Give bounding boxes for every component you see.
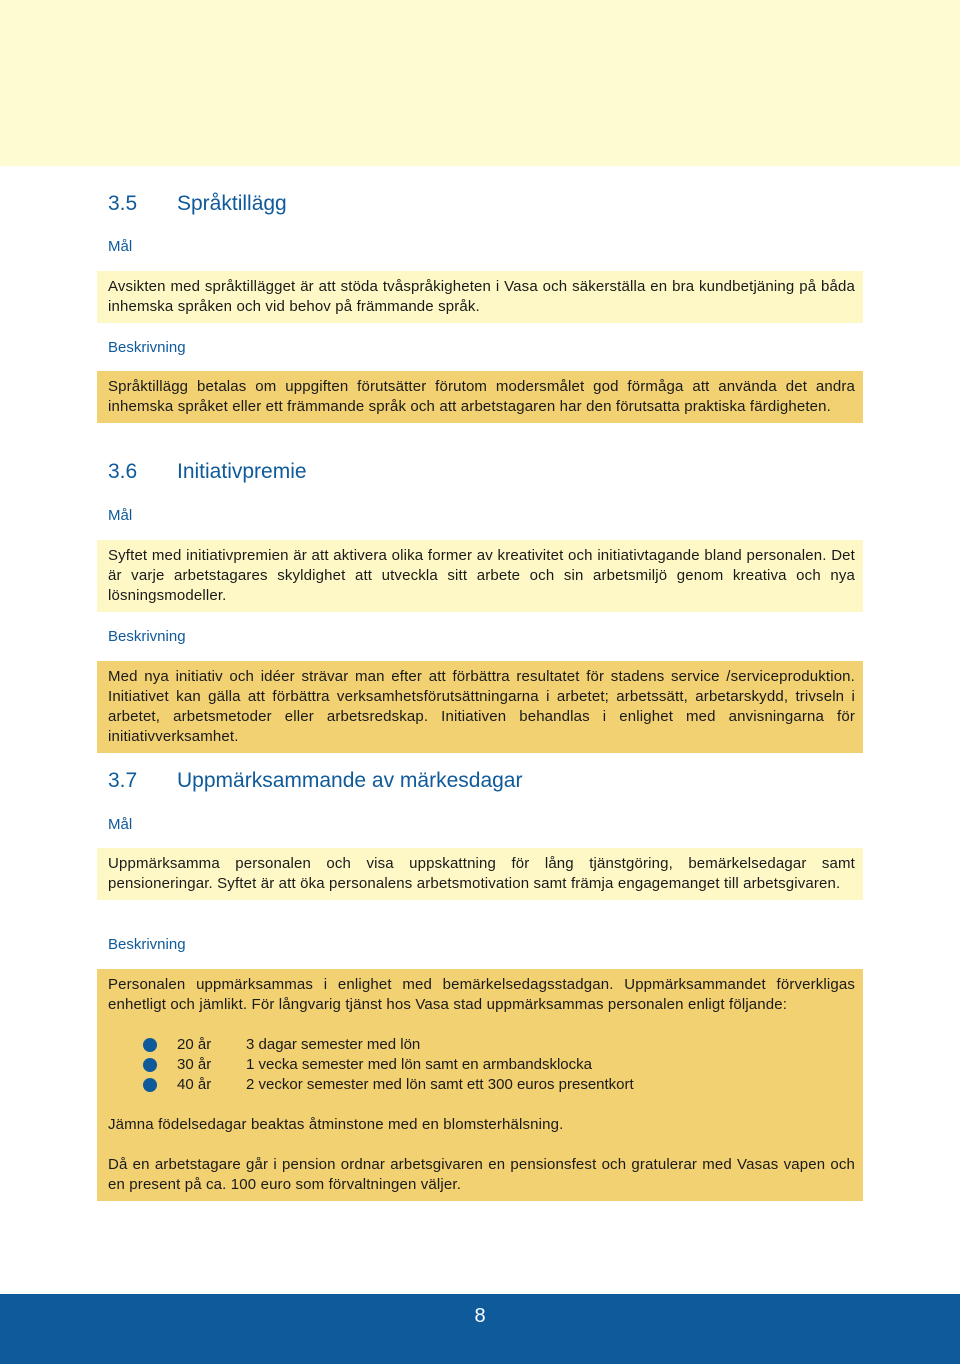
goal-label: Mål [108, 238, 133, 255]
reward-years: 20 år [177, 1036, 212, 1053]
reward-years: 30 år [177, 1056, 212, 1073]
page-number: 8 [474, 1305, 486, 1327]
description-text: Språktillägg betalas om uppgiften förutsätter förutom modersmålet god förmåga att använda det andra inhemska språket eller ett främmande språk och att arbetstagaren har den förutsatta praktiska färdigheten. [108, 378, 855, 415]
reward-years: 40 år [177, 1076, 212, 1093]
description-label: Beskrivning [108, 628, 186, 645]
description-text: Med nya initiativ och idéer strävar man efter att förbättra resultatet för stadens service /serviceproduktion. Initiativet kan gälla att förbättra verksamhetsförutsättningarna i arbetet; arbetssätt, arbetarskydd, trivseln i arbetet, arbetsmetoder eller arbetsredskap. Initiativen behandlas i enlighet med anvisningarna för initiativverksamhet. [108, 668, 855, 745]
section-number: 3.7 [108, 769, 138, 792]
rewards-list [108, 1035, 855, 1095]
goal-label: Mål [108, 507, 133, 524]
section-number: 3.6 [108, 460, 138, 483]
section-heading-3-6 [108, 459, 307, 485]
description-para: Jämna födelsedagar beaktas åtminstone med en blomsterhälsning. [108, 1116, 564, 1133]
list-item [108, 1075, 855, 1095]
description-box [97, 661, 863, 753]
section-number: 3.5 [108, 192, 138, 215]
reward-text: 2 veckor semester med lön samt ett 300 euros presentkort [246, 1076, 634, 1093]
description-label: Beskrivning [108, 936, 186, 953]
goal-text: Uppmärksamma personalen och visa uppskattning för lång tjänstgöring, bemärkelsedagar samt pensioneringar. Syftet är att öka personalens arbetsmotivation samt främja engagemanget till arbetsgivaren. [108, 855, 855, 892]
section-heading-3-7 [108, 768, 522, 794]
description-intro: Personalen uppmärksammas i enlighet med bemärkelsedagsstadgan. Uppmärksammandet förverkligas enhetligt och jämlikt. För långvarig tjänst hos Vasa stad uppmärksammas personalen enligt följande: [108, 976, 855, 1013]
top-header-band [0, 0, 960, 166]
goal-label: Mål [108, 816, 133, 833]
description-label: Beskrivning [108, 339, 186, 356]
goal-box [97, 540, 863, 612]
goal-text: Avsikten med språktillägget är att stöda tvåspråkigheten i Vasa och säkerställa en bra kundbetjäning på båda inhemska språken och vid behov på främmande språk. [108, 278, 855, 315]
goal-text: Syftet med initiativpremien är att aktivera olika former av kreativitet och initiativtagande bland personalen. Det är varje arbetstagares skyldighet att utveckla sitt arbete och sin arbetsmiljö genom kreativa och nya lösningsmodeller. [108, 547, 855, 604]
bullet-icon [143, 1058, 157, 1072]
goal-box [97, 848, 863, 900]
section-heading-3-5 [108, 191, 287, 217]
section-title: Språktillägg [177, 192, 287, 215]
reward-text: 3 dagar semester med lön [246, 1036, 421, 1053]
list-item [108, 1055, 855, 1075]
section-title: Uppmärksammande av märkesdagar [177, 769, 523, 792]
reward-text: 1 vecka semester med lön samt en armbandsklocka [246, 1056, 592, 1073]
list-item [108, 1035, 855, 1055]
bullet-icon [143, 1078, 157, 1092]
bullet-icon [143, 1038, 157, 1052]
description-box [97, 969, 863, 1201]
section-title: Initiativpremie [177, 460, 307, 483]
description-para: Då en arbetstagare går i pension ordnar arbetsgivaren en pensionsfest och gratulerar med Vasas vapen och en present på ca. 100 euro som förvaltningen väljer. [108, 1156, 855, 1193]
goal-box [97, 271, 863, 323]
description-box [97, 371, 863, 423]
